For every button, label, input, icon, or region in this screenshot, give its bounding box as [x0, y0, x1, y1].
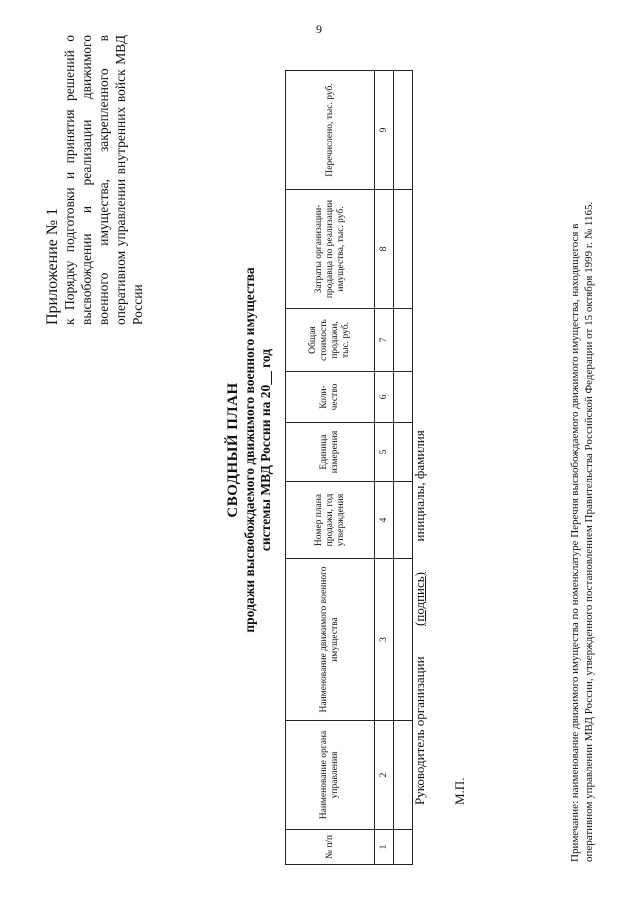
empty-cell	[394, 190, 413, 309]
number-cell: 8	[375, 190, 394, 309]
footnote-line-2: оперативном управлении МВД России, утвержденного постановлением Правительства Российской Федерации от 15 октября 1999 г. № 1165.	[583, 201, 595, 862]
header-cell-unit: Единица измерения	[286, 423, 375, 482]
signature-name: инициалы, фамилия	[412, 430, 427, 542]
plan-subtitle-1: продажи высвобождаемого движимого военного имущества	[242, 267, 257, 633]
appendix-title: Приложение № 1	[44, 207, 61, 325]
number-cell: 5	[375, 423, 394, 482]
plan-subtitle-2: системы МВД России на 20__ год	[258, 348, 273, 552]
header-cell-seller-costs: Затраты организации-продавца по реализации имущества, тыс. руб.	[286, 190, 375, 309]
number-cell: 6	[375, 372, 394, 423]
header-cell-plan-number: Номер плана продажи, год утверждения	[286, 482, 375, 559]
plan-table-wrap	[285, 70, 413, 865]
appendix-text: к Порядку подготовки и принятия решений о высвобождении и реализации движимого военного имущества, закрепленного в оперативном управлении внутренних войск МВД России	[62, 35, 145, 325]
table-number-row	[375, 71, 394, 865]
number-cell: 7	[375, 309, 394, 372]
appendix-block	[44, 35, 146, 325]
number-cell: 4	[375, 482, 394, 559]
empty-cell	[394, 372, 413, 423]
empty-cell	[394, 482, 413, 559]
header-cell-number: № п/п	[286, 830, 375, 865]
page-number: 9	[316, 22, 322, 36]
number-cell: 1	[375, 830, 394, 865]
table-empty-row	[394, 71, 413, 865]
plan-heading	[225, 20, 274, 880]
header-cell-property: Наименование движимого военного имущества	[286, 559, 375, 721]
stamp-place: М.П.	[452, 777, 467, 805]
header-cell-authority: Наименование органа управления	[286, 721, 375, 830]
signature-label: Руководитель организации	[412, 656, 427, 805]
header-cell-quantity: Коли-чество	[286, 372, 375, 423]
footnote	[568, 42, 596, 862]
number-cell: 2	[375, 721, 394, 830]
empty-cell	[394, 559, 413, 721]
empty-cell	[394, 423, 413, 482]
number-cell: 3	[375, 559, 394, 721]
empty-cell	[394, 309, 413, 372]
header-cell-transferred: Перечислено, тыс. руб.	[286, 71, 375, 190]
signature-line	[412, 430, 428, 805]
number-cell: 9	[375, 71, 394, 190]
plan-table	[285, 70, 413, 865]
footnote-line-1: Примечание: наименование движимого имущества по номенклатуре Перечня высвобождаемого движимого имущества, находящегося в	[569, 223, 581, 862]
empty-cell	[394, 830, 413, 865]
header-cell-total-cost: Общая стоимость продажи, тыс. руб.	[286, 309, 375, 372]
signature-field: (подпись)	[412, 571, 427, 626]
plan-title: СВОДНЫЙ ПЛАН	[225, 382, 241, 518]
empty-cell	[394, 721, 413, 830]
table-header-row	[286, 71, 375, 865]
empty-cell	[394, 71, 413, 190]
landscape-content	[20, 20, 620, 880]
